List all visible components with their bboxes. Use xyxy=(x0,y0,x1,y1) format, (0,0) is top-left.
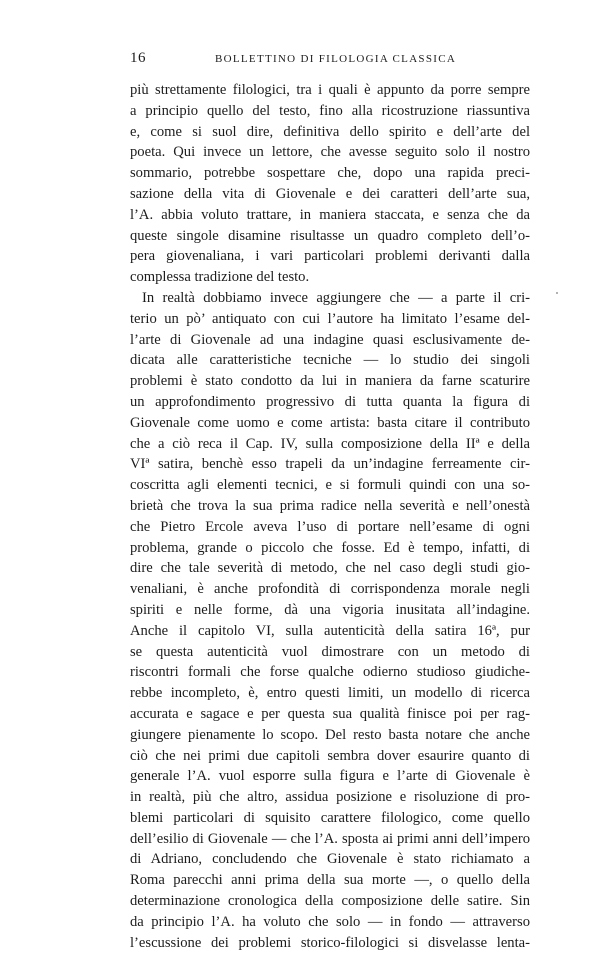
text-line: terio un pò’ antiquato con cui l’autore ha limitato l’esame del- xyxy=(130,310,530,327)
text-line: determinazione cronologica della composizione delle satire. Sin xyxy=(130,893,530,910)
text-line: a principio quello del testo, fino alla ricostruzione riassuntiva xyxy=(130,102,530,119)
text-line: dire che tale severità di metodo, che nel caso degli studi gio- xyxy=(130,560,530,577)
text-line: generale l’A. vuol esporre sulla figura e l’arte di Giovenale è xyxy=(130,768,530,785)
text-line: complessa tradizione del testo. xyxy=(130,269,310,286)
text-line: l’escussione dei problemi storico-filologici si disvelasse lenta- xyxy=(130,934,530,951)
text-line: queste singole disamine risultasse un quadro completo dell’o- xyxy=(130,227,530,244)
text-line: e, come si suol dire, definitiva dello spirito e dell’arte del xyxy=(130,123,530,140)
text-line: da principio l’A. ha voluto che solo — in fondo — attraverso xyxy=(130,913,530,930)
text-line: problema, grande o piccolo che fosse. Ed è tempo, infatti, di xyxy=(130,539,530,556)
body-text xyxy=(130,80,530,953)
text-line: brietà che trova la sua prima radice nella severità e nell’onestà xyxy=(130,497,530,514)
text-line: in realtà, più che altro, assidua posizione e risoluzione di pro- xyxy=(130,789,530,806)
text-line: di Adriano, concludendo che Giovenale è stato richiamato a xyxy=(130,851,530,868)
text-line: poeta. Qui invece un lettore, che avesse seguito solo il nostro xyxy=(130,144,530,161)
page-number: 16 xyxy=(130,50,146,66)
text-line: pera giovenaliana, i vari particolari problemi derivanti dalla xyxy=(130,248,530,265)
text-line: Anche il capitolo VI, sulla autenticità della satira 16ª, pur xyxy=(130,622,530,639)
text-line: spiriti e nelle forme, dà una vigoria inusitata all’indagine. xyxy=(130,601,530,618)
text-line: blemi particolari di squisito carattere filologico, come quello xyxy=(130,809,530,826)
text-line: se questa autenticità vuol dimostrare con un metodo di xyxy=(130,643,530,660)
page-header xyxy=(130,50,530,70)
text-line: VIª satira, benchè esso trapeli da un’indagine ferreamente cir- xyxy=(130,456,530,473)
text-line: Roma parecchi anni prima della sua morte —, o quello della xyxy=(130,872,530,889)
text-line: accurata e sagace e per questa sua qualità finisce poi per rag- xyxy=(130,705,530,722)
paper-speck xyxy=(556,292,558,294)
text-line: che Pietro Ercole aveva l’uso di portare nell’esame di ogni xyxy=(130,518,530,535)
text-line: ciò che nei primi due capitoli sembra dover esaurire quanto di xyxy=(130,747,530,764)
text-line: sommario, potrebbe sospettare che, dopo una rapida preci- xyxy=(130,165,530,182)
text-line: rebbe incompleto, è, entro questi limiti, un modello di ricerca xyxy=(130,685,530,702)
text-line: Giovenale come uomo e come artista: basta citare il contributo xyxy=(130,414,530,431)
text-line: coscritta agli elementi tecnici, e si formuli quindi con una so- xyxy=(130,477,530,494)
text-line: l’A. abbia voluto trattare, in maniera staccata, e senza che da xyxy=(130,206,530,223)
text-line: un approfondimento progressivo di tutta quanta la figura di xyxy=(130,393,530,410)
text-line: giungere pienamente lo scopo. Del resto basta notare che anche xyxy=(130,726,530,743)
text-line: sazione della vita di Giovenale e dei caratteri dell’arte sua, xyxy=(130,185,530,202)
text-line: problemi è stato condotto da lui in maniera da farne scaturire xyxy=(130,373,530,390)
text-line: In realtà dobbiamo invece aggiungere che — a parte il cri- xyxy=(142,289,530,306)
text-line: venaliani, è anche profondità di corrispondenza morale negli xyxy=(130,581,530,598)
text-line: l’arte di Giovenale ad una indagine quasi esclusivamente de- xyxy=(130,331,530,348)
text-line: riscontri formali che forse qualche odierno studioso giudiche- xyxy=(130,664,530,681)
text-line: dicata alle caratteristiche tecniche — lo studio dei singoli xyxy=(130,352,530,369)
text-line: più strettamente filologici, tra i quali è appunto da porre sempre xyxy=(130,82,530,98)
text-line: che a ciò reca il Cap. IV, sulla composizione della IIª e della xyxy=(130,435,530,452)
running-title: BOLLETTINO DI FILOLOGIA CLASSICA xyxy=(215,53,457,65)
text-line: dell’esilio di Giovenale — che l’A. sposta ai primi anni dell’impero xyxy=(130,830,530,847)
